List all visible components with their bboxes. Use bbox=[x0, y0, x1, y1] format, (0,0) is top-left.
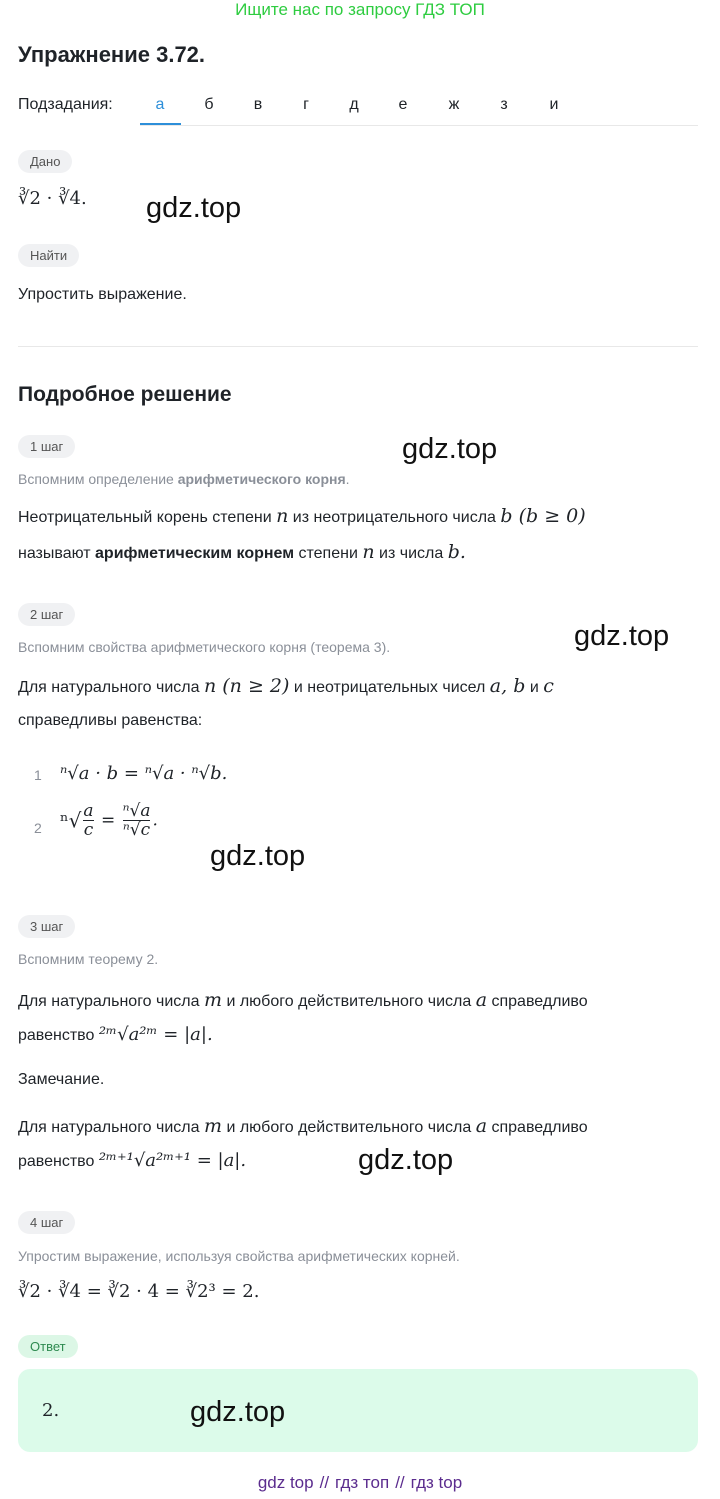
watermark: gdz.top bbox=[146, 192, 242, 224]
tabs-divider bbox=[140, 125, 698, 126]
step-text: Неотрицательный корень степени n из неотрицательного числа b (b ≥ 0) bbox=[18, 505, 586, 527]
step-text: справедливы равенства: bbox=[18, 712, 203, 729]
find-text: Упростить выражение. bbox=[18, 286, 187, 303]
step-chip: 4 шаг bbox=[18, 1211, 75, 1234]
watermark: gdz.top bbox=[190, 1396, 286, 1428]
step-hint: Вспомним свойства арифметического корня (теорема 3). bbox=[18, 639, 391, 655]
tab-v[interactable]: в bbox=[253, 96, 263, 113]
find-chip: Найти bbox=[18, 244, 79, 267]
remark-label: Замечание. bbox=[18, 1071, 105, 1088]
step-text: равенство ²ᵐ√a²ᵐ = |a|. bbox=[18, 1024, 213, 1045]
tab-g[interactable]: г bbox=[303, 96, 309, 113]
step-text: называют арифметическим корнем степени n из числа b. bbox=[18, 541, 466, 563]
footer-separator: // bbox=[395, 1473, 405, 1492]
step-chip: 3 шаг bbox=[18, 915, 75, 938]
step-4 bbox=[18, 1211, 75, 1234]
list-number: 2 bbox=[34, 820, 42, 836]
step-hint: Упростим выражение, используя свойства арифметических корней. bbox=[18, 1248, 460, 1264]
answer-box bbox=[18, 1369, 698, 1452]
tab-b[interactable]: б bbox=[204, 96, 214, 113]
answer-section bbox=[18, 1335, 78, 1358]
given-chip: Дано bbox=[18, 150, 72, 173]
step-hint: Вспомним определение арифметического корня. bbox=[18, 471, 350, 487]
step-hint: Вспомним теорему 2. bbox=[18, 951, 159, 967]
step-chip: 2 шаг bbox=[18, 603, 75, 626]
step-text: Для натурального числа m и любого действительного числа a справедливо bbox=[18, 1115, 588, 1137]
tab-a[interactable]: а bbox=[155, 96, 165, 113]
list-number: 1 bbox=[34, 767, 42, 783]
search-banner: Ищите нас по запросу ГДЗ ТОП bbox=[235, 0, 485, 19]
footer-links bbox=[0, 1473, 720, 1493]
tab-z[interactable]: з bbox=[500, 96, 508, 113]
watermark: gdz.top bbox=[358, 1144, 454, 1176]
given-section bbox=[18, 150, 72, 173]
active-tab-indicator bbox=[140, 123, 181, 125]
watermark: gdz.top bbox=[402, 433, 498, 465]
tab-i[interactable]: и bbox=[549, 96, 559, 113]
find-section bbox=[18, 244, 79, 267]
answer-value: 2. bbox=[42, 1400, 60, 1421]
footer-link[interactable]: гдз top bbox=[410, 1473, 463, 1492]
subtasks-label: Подзадания: bbox=[18, 96, 113, 113]
formula-quotient-root: ⁿ√ $\frac{a}{c}$ = $\frac{\text{ⁿ√a}}{\text{ⁿ√c}}$ . bbox=[60, 801, 158, 840]
step-text: Для натурального числа m и любого действительного числа a справедливо bbox=[18, 989, 588, 1011]
watermark: gdz.top bbox=[210, 840, 306, 872]
footer-link[interactable]: gdz top bbox=[257, 1473, 314, 1492]
tab-d[interactable]: д bbox=[349, 96, 359, 113]
formula-product-root: ⁿ√a · b = ⁿ√a · ⁿ√b. bbox=[60, 763, 228, 784]
final-computation: ∛2 · ∛4 = ∛2 · 4 = ∛2³ = 2. bbox=[18, 1281, 260, 1302]
step-2 bbox=[18, 603, 75, 626]
watermark: gdz.top bbox=[574, 620, 670, 652]
step-chip: 1 шаг bbox=[18, 435, 75, 458]
tab-zh[interactable]: ж bbox=[448, 96, 460, 113]
step-3 bbox=[18, 915, 75, 938]
step-text: равенство ²ᵐ⁺¹√a²ᵐ⁺¹ = |a|. bbox=[18, 1150, 247, 1171]
step-text: Для натурального числа n (n ≥ 2) и неотрицательных чисел a, b и c bbox=[18, 675, 554, 697]
footer-link[interactable]: гдз топ bbox=[335, 1473, 390, 1492]
section-divider bbox=[18, 346, 698, 347]
answer-chip: Ответ bbox=[18, 1335, 78, 1358]
given-expression: ∛2 · ∛4. bbox=[18, 188, 87, 209]
tab-e[interactable]: е bbox=[398, 96, 408, 113]
solution-title: Подробное решение bbox=[18, 383, 232, 406]
footer-separator: // bbox=[319, 1473, 330, 1492]
step-1 bbox=[18, 435, 75, 458]
page-title: Упражнение 3.72. bbox=[18, 42, 206, 67]
